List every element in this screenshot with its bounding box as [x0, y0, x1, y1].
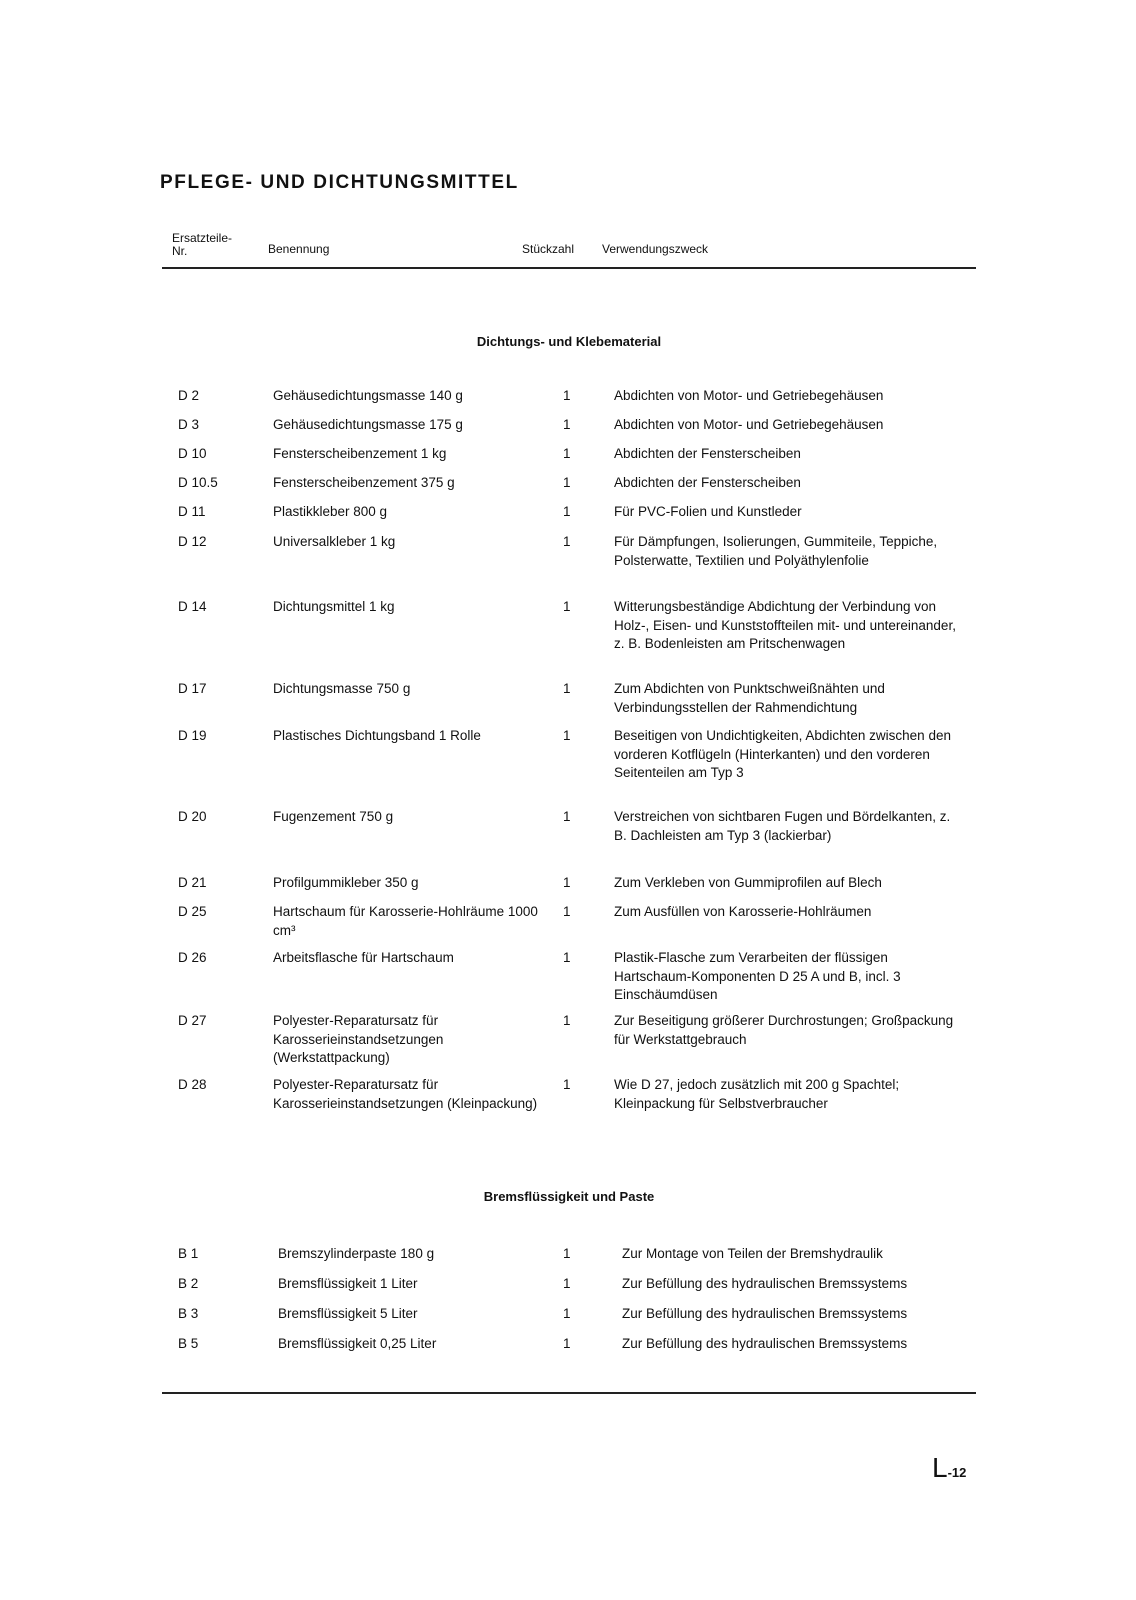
part-usage: Verstreichen von sichtbaren Fugen und Bördelkanten, z. B. Dachleisten am Typ 3 (lackierbar) — [614, 809, 951, 843]
part-quantity: 1 — [563, 809, 571, 824]
part-quantity: 1 — [563, 475, 571, 490]
part-number: B 3 — [178, 1306, 199, 1321]
part-number: B 5 — [178, 1336, 199, 1351]
part-usage: Beseitigen von Undichtigkeiten, Abdichten zwischen den vorderen Kotflügeln (Hinterkanten) und den vorderen Seitenteilen am Typ 3 — [614, 728, 951, 780]
part-name: Arbeitsflasche für Hartschaum — [273, 950, 454, 965]
part-usage: Abdichten von Motor- und Getriebegehäusen — [614, 388, 884, 403]
part-quantity: 1 — [563, 1013, 571, 1028]
part-name: Bremszylinderpaste 180 g — [278, 1246, 435, 1261]
part-number: D 14 — [178, 599, 207, 614]
part-quantity: 1 — [563, 904, 571, 919]
footer-divider — [162, 1392, 976, 1394]
part-quantity: 1 — [563, 388, 571, 403]
part-name: Plastisches Dichtungsband 1 Rolle — [273, 728, 481, 743]
part-number: D 17 — [178, 681, 207, 696]
part-name: Gehäusedichtungsmasse 140 g — [273, 388, 463, 403]
part-name: Fensterscheibenzement 375 g — [273, 475, 455, 490]
part-number: D 19 — [178, 728, 207, 743]
column-header-nr-line2: Nr. — [172, 244, 188, 258]
part-name: Hartschaum für Karosserie-Hohlräume 1000 cm³ — [273, 904, 538, 938]
part-usage: Zum Verkleben von Gummiprofilen auf Blech — [614, 875, 882, 890]
part-name: Fugenzement 750 g — [273, 809, 394, 824]
section-heading-brake: Bremsflüssigkeit und Paste — [483, 1189, 655, 1204]
part-quantity: 1 — [563, 1336, 571, 1351]
part-name: Bremsflüssigkeit 5 Liter — [278, 1306, 418, 1321]
part-number: D 27 — [178, 1013, 207, 1028]
part-name: Fensterscheibenzement 1 kg — [273, 446, 447, 461]
part-number: D 12 — [178, 534, 207, 549]
part-usage: Zur Befüllung des hydraulischen Bremssystems — [622, 1306, 908, 1321]
part-number: D 10.5 — [178, 475, 218, 490]
page-number — [932, 1452, 966, 1484]
part-number: D 2 — [178, 388, 200, 403]
part-name: Dichtungsmasse 750 g — [273, 681, 411, 696]
part-quantity: 1 — [563, 446, 571, 461]
part-name: Universalkleber 1 kg — [273, 534, 396, 549]
column-header-qty: Stückzahl — [522, 242, 575, 256]
part-usage: Für Dämpfungen, Isolierungen, Gummiteile, Teppiche, Polsterwatte, Textilien und Polyäthylenfolie — [614, 534, 938, 568]
column-header-nr-line1: Ersatzteile- — [172, 231, 233, 245]
part-number: B 2 — [178, 1276, 199, 1291]
column-header-use: Verwendungszweck — [602, 242, 709, 256]
part-usage: Zum Ausfüllen von Karosserie-Hohlräumen — [614, 904, 872, 919]
part-name: Polyester-Reparatursatz für Karosserieinstandsetzungen (Kleinpackung) — [273, 1077, 538, 1111]
part-quantity: 1 — [563, 1077, 571, 1092]
part-quantity: 1 — [563, 417, 571, 432]
part-number: D 11 — [178, 504, 206, 519]
page-number-letter: L — [932, 1452, 948, 1483]
part-number: D 21 — [178, 875, 207, 890]
part-usage: Witterungsbeständige Abdichtung der Verbindung von Holz-, Eisen- und Kunststoffteilen mit- und untereinander, z. B. Bodenleisten am Pritschenwagen — [614, 599, 956, 651]
part-number: D 28 — [178, 1077, 207, 1092]
part-usage: Abdichten der Fensterscheiben — [614, 446, 801, 461]
part-number: D 25 — [178, 904, 207, 919]
part-number: D 3 — [178, 417, 200, 432]
part-number: D 10 — [178, 446, 207, 461]
header-divider — [162, 267, 976, 269]
part-usage: Für PVC-Folien und Kunstleder — [614, 504, 802, 519]
part-usage: Abdichten der Fensterscheiben — [614, 475, 801, 490]
page-number-suffix: -12 — [947, 1465, 967, 1480]
part-quantity: 1 — [563, 681, 571, 696]
part-quantity: 1 — [563, 1306, 571, 1321]
part-usage: Zur Beseitigung größerer Durchrostungen; Großpackung für Werkstattgebrauch — [614, 1013, 954, 1047]
part-quantity: 1 — [563, 728, 571, 743]
part-quantity: 1 — [563, 534, 571, 549]
page-title: PFLEGE- UND DICHTUNGSMITTEL — [160, 172, 519, 193]
part-quantity: 1 — [563, 1246, 571, 1261]
part-name: Polyester-Reparatursatz für Karosserieinstandsetzungen (Werkstattpackung) — [273, 1013, 444, 1065]
part-number: D 20 — [178, 809, 207, 824]
part-usage: Abdichten von Motor- und Getriebegehäusen — [614, 417, 884, 432]
part-name: Bremsflüssigkeit 1 Liter — [278, 1276, 418, 1291]
part-usage: Wie D 27, jedoch zusätzlich mit 200 g Spachtel; Kleinpackung für Selbstverbraucher — [614, 1077, 900, 1111]
column-header-nr — [172, 232, 232, 258]
part-quantity: 1 — [563, 875, 571, 890]
part-quantity: 1 — [563, 504, 571, 519]
section-heading-seal: Dichtungs- und Klebematerial — [476, 334, 662, 349]
part-usage: Zur Befüllung des hydraulischen Bremssystems — [622, 1336, 908, 1351]
part-quantity: 1 — [563, 599, 571, 614]
part-name: Dichtungsmittel 1 kg — [273, 599, 395, 614]
part-name: Profilgummikleber 350 g — [273, 875, 419, 890]
part-usage: Zur Montage von Teilen der Bremshydraulik — [622, 1246, 883, 1261]
part-quantity: 1 — [563, 950, 571, 965]
part-number: B 1 — [178, 1246, 199, 1261]
column-header-name: Benennung — [268, 242, 330, 256]
part-name: Plastikkleber 800 g — [273, 504, 388, 519]
part-name: Bremsflüssigkeit 0,25 Liter — [278, 1336, 437, 1351]
part-usage: Plastik-Flasche zum Verarbeiten der flüssigen Hartschaum-Komponenten D 25 A und B, incl. 3 Einschäumdüsen — [614, 950, 901, 1002]
part-usage: Zur Befüllung des hydraulischen Bremssystems — [622, 1276, 908, 1291]
part-name: Gehäusedichtungsmasse 175 g — [273, 417, 463, 432]
part-quantity: 1 — [563, 1276, 571, 1291]
part-usage: Zum Abdichten von Punktschweißnähten und Verbindungsstellen der Rahmendichtung — [614, 681, 885, 715]
part-number: D 26 — [178, 950, 207, 965]
